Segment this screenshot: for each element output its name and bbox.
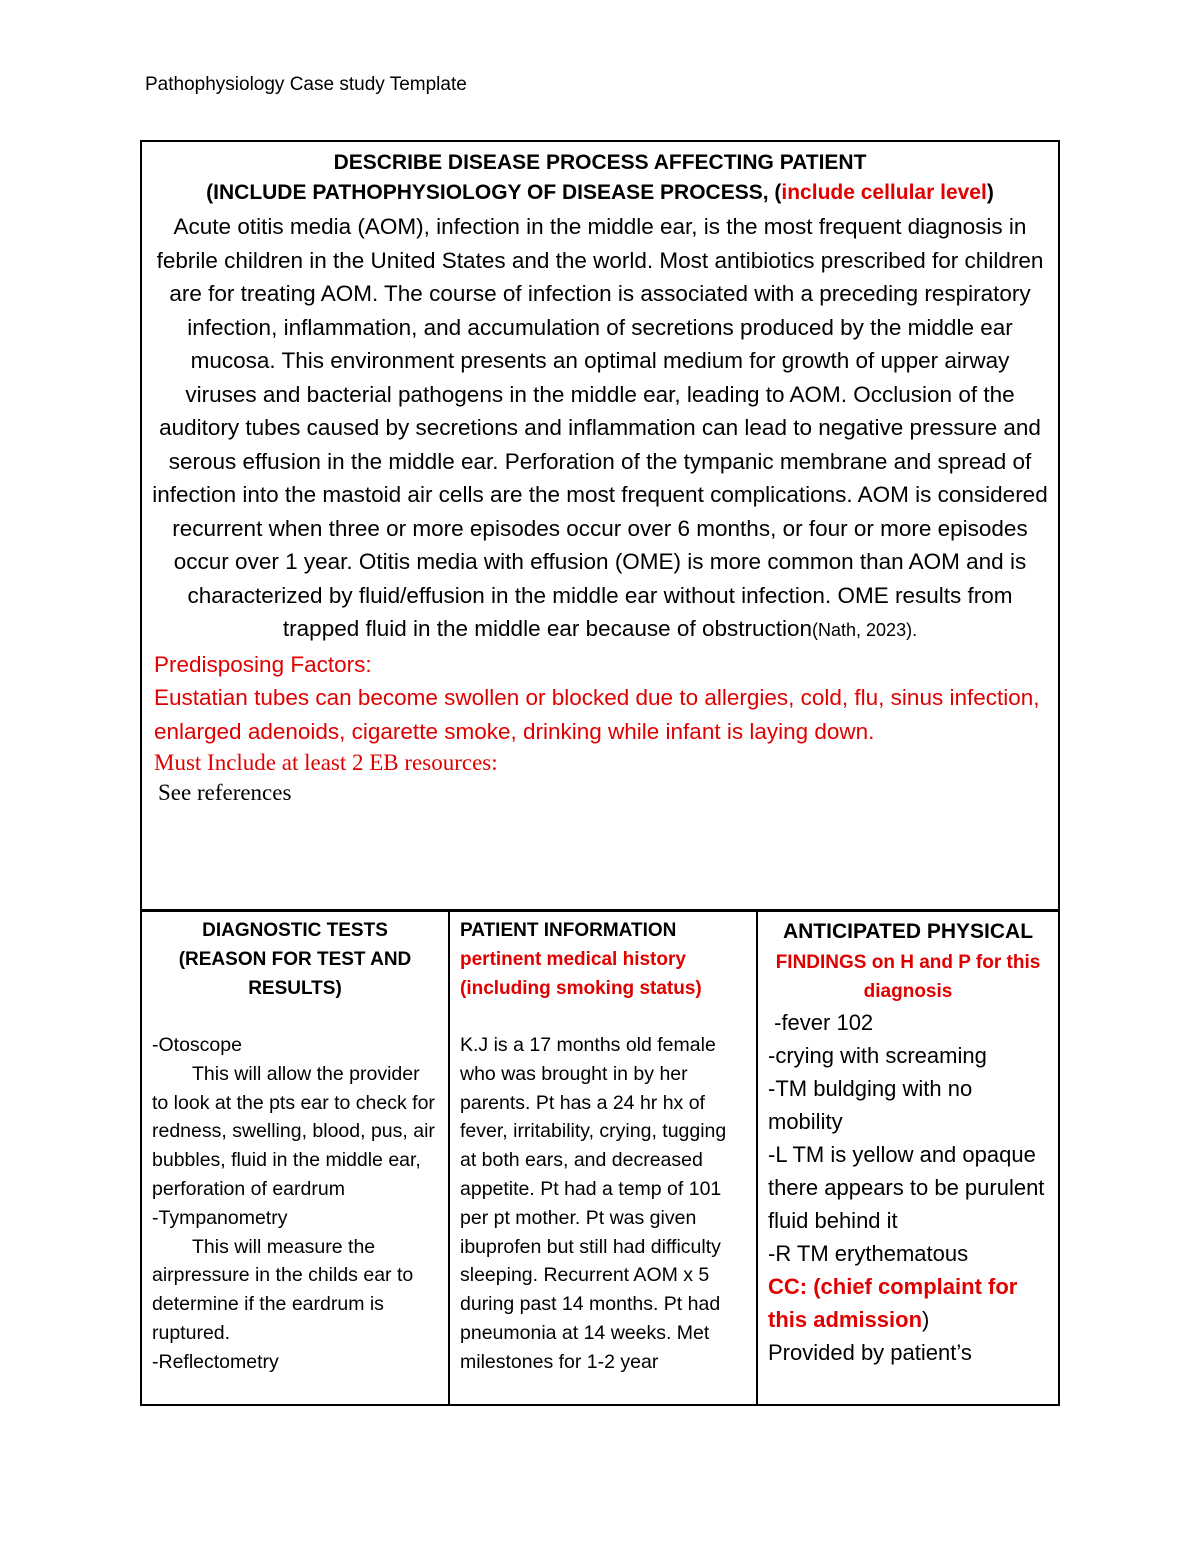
finding-item: -TM buldging with no mobility — [768, 1076, 973, 1134]
finding-item: -R TM erythematous — [768, 1241, 969, 1266]
page-title: Pathophysiology Case study Template — [145, 74, 467, 95]
finding-item: -fever 102 — [768, 1010, 874, 1035]
patient-info-heading: PATIENT INFORMATION — [460, 920, 677, 941]
chief-complaint-text: Provided by patient’s — [768, 1340, 972, 1365]
test-reason: This will measure the airpressure in the childs ear to determine if the eardrum is ruptured. — [152, 1235, 414, 1344]
eb-resources-text: See references — [158, 780, 292, 805]
patient-information-cell — [450, 912, 756, 1404]
heading-line-2-prefix: (INCLUDE PATHOPHYSIOLOGY OF DISEASE PROCESS, ( — [206, 181, 782, 204]
disease-process-cell — [142, 142, 1058, 910]
heading-line-1: DESCRIBE DISEASE PROCESS AFFECTING PATIENT — [333, 151, 867, 174]
heading-line-2 — [152, 178, 1048, 208]
physical-findings-sub-1: FINDINGS on H and P for this — [775, 952, 1041, 973]
diagnostic-tests-heading — [152, 916, 438, 1003]
diagnostic-heading-line-3: RESULTS) — [248, 978, 342, 999]
heading-cellular-level: include cellular level — [781, 181, 987, 204]
diagnostic-tests-cell — [142, 912, 448, 1404]
test-reason: This will allow the provider to look at the pts ear to check for redness, swelling, blood, pus, air bubbles, fluid in the middle ear, perforation of eardrum — [152, 1062, 435, 1200]
diagnostic-heading-line-2: (REASON FOR TEST AND — [178, 949, 412, 970]
finding-item: -crying with screaming — [768, 1043, 987, 1068]
diagnostic-heading-line-1: DIAGNOSTIC TESTS — [202, 920, 388, 941]
heading-line-2-suffix: ) — [986, 181, 994, 204]
physical-findings-list — [768, 1006, 1048, 1369]
test-name: -Otoscope — [152, 1034, 242, 1056]
disease-process-heading — [152, 148, 1048, 208]
physical-findings-cell — [758, 912, 1058, 1404]
test-name: -Tympanometry — [152, 1206, 288, 1229]
eb-resources-label: Must Include at least 2 EB resources: — [154, 750, 498, 775]
patient-info-sub-1: pertinent medical history — [460, 949, 686, 970]
test-name: -Reflectometry — [152, 1350, 279, 1373]
patient-info-sub-2: (including smoking status) — [460, 978, 702, 999]
citation: (Nath, 2023). — [812, 620, 918, 640]
physical-findings-sub-2: diagnosis — [863, 981, 953, 1002]
physical-findings-heading: ANTICIPATED PHYSICAL — [782, 920, 1034, 943]
predisposing-label: Predisposing Factors: — [154, 651, 372, 677]
finding-item: -L TM is yellow and opaque there appears to be purulent fluid behind it — [768, 1142, 1045, 1233]
disease-description — [152, 210, 1048, 648]
case-study-table — [140, 140, 1060, 1406]
description-text: Acute otitis media (AOM), infection in the middle ear, is the most frequent diagnosis in febrile children in the United States and the world. Most antibiotics prescribed for children are for treating AOM. The course of infection is associated with a preceding respiratory infection, inflammation, and accumulation of secretions produced by the middle ear mucosa. This environment presents an optimal medium for growth of upper airway viruses and bacterial pathogens in the middle ear, leading to AOM. Occlusion of the auditory tubes caused by secretions and inflammation can lead to negative pressure and serous effusion in the middle ear. Perforation of the tympanic membrane and spread of infection into the mastoid air cells are the most frequent complications. AOM is considered recurrent when three or more episodes occur over 6 months, or four or more episodes occur over 1 year. Otitis media with effusion (OME) is more common than AOM and is characterized by fluid/effusion in the middle ear without infection. OME results from trapped fluid in the middle ear because of obstruction — [152, 214, 1048, 641]
chief-complaint-label: CC: (chief complaint for this admission) — [768, 1274, 1018, 1332]
patient-info-text: K.J is a 17 months old female who was brought in by her parents. Pt has a 24 hr hx of fever, irritability, crying, tugging at both ears, and decreased appetite. Pt had a temp of 101 per pt mother. Pt was given ibuprofen but still had difficulty sleeping. Recurrent AOM x 5 during past 14 months. Pt had pneumonia at 14 weeks. Met milestones for 1-2 year — [460, 1034, 727, 1373]
diagnostic-tests-list — [152, 1031, 438, 1377]
predisposing-text: Eustatian tubes can become swollen or blocked due to allergies, cold, flu, sinus infection, enlarged adenoids, cigarette smoke, drinking while infant is laying down. — [154, 685, 1040, 744]
